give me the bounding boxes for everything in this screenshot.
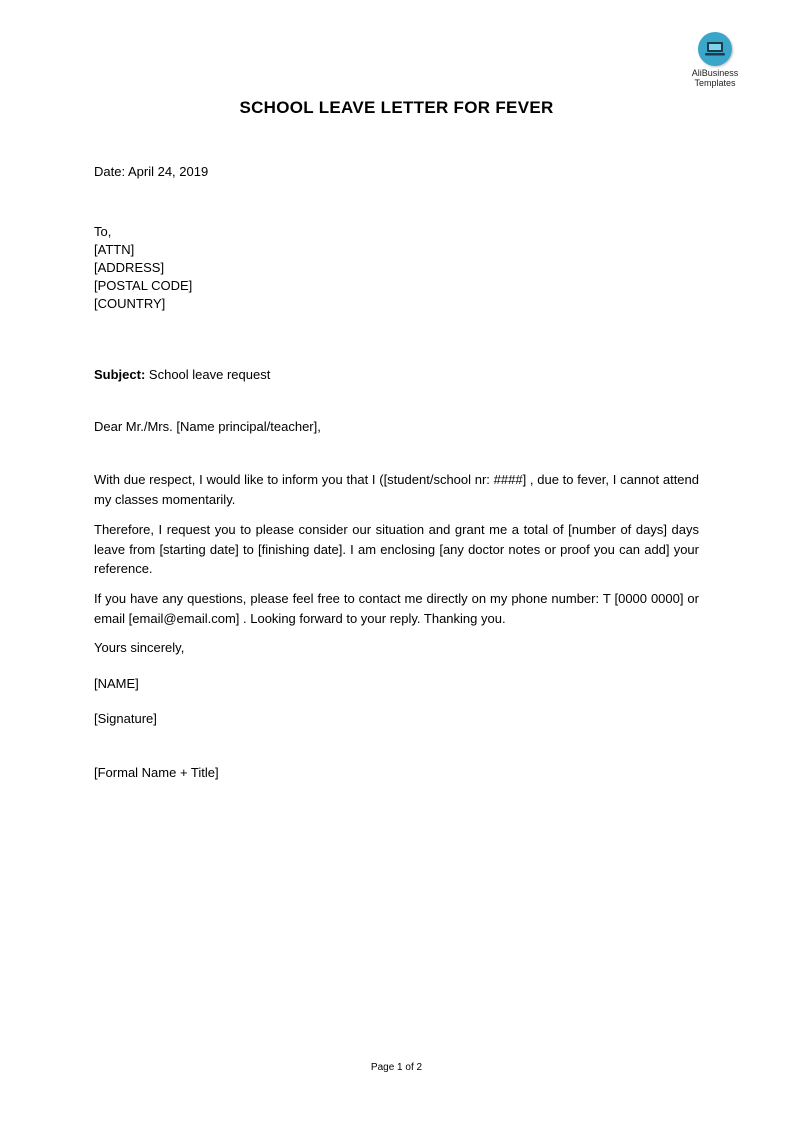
address-street: [ADDRESS] (94, 260, 165, 275)
address-to: To, (94, 224, 112, 239)
alibusiness-logo (684, 32, 746, 88)
subject-text: School leave request (148, 367, 271, 382)
subject-label: Subject: (94, 367, 146, 382)
body-paragraph-2: Therefore, I request you to please consider our situation and grant me a total of [number of days] days leave from [starting date] to [finishing date]. I am enclosing [any doctor notes or proof you can add] your reference. (94, 522, 699, 576)
body-paragraph-3: If you have any questions, please feel free to contact me directly on my phone number: T [0000 0000] or email [email@email.com] . Looking forward to your reply. Thanking you. (94, 591, 699, 626)
name-placeholder: [NAME] (94, 676, 139, 691)
page-number: Page 1 of 2 (370, 1062, 423, 1073)
closing: Yours sincerely, (94, 640, 185, 655)
address-country: [COUNTRY] (94, 296, 166, 311)
address-postal: [POSTAL CODE] (94, 278, 193, 293)
logo-text (684, 68, 746, 88)
signature-placeholder: [Signature] (94, 711, 157, 726)
logo-line-2: Templates (694, 78, 736, 88)
subject-line (94, 366, 270, 384)
date-line: Date: April 24, 2019 (94, 164, 209, 179)
laptop-icon (698, 32, 732, 66)
body-paragraph-1: With due respect, I would like to inform you that I ([student/school nr: ####] , due to fever, I cannot attend my classes momentarily. (94, 472, 699, 507)
document-title: SCHOOL LEAVE LETTER FOR FEVER (239, 98, 554, 117)
formal-name-placeholder: [Formal Name + Title] (94, 765, 219, 780)
logo-line-1: AliBusiness (691, 68, 739, 78)
address-attn: [ATTN] (94, 242, 135, 257)
salutation: Dear Mr./Mrs. [Name principal/teacher], (94, 419, 321, 434)
